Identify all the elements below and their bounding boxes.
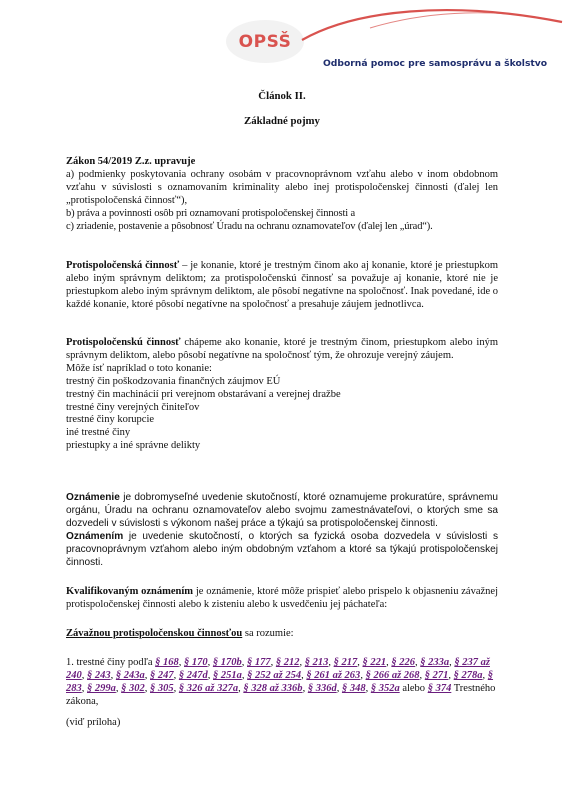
section-link[interactable]: § 278a [453, 669, 483, 681]
section-link[interactable]: § 243a [115, 669, 145, 681]
section-link[interactable]: § 283 [66, 669, 494, 694]
section-link[interactable]: § 302 [121, 682, 145, 694]
section-link[interactable]: § 177 [247, 657, 271, 668]
crimes-list: 1. trestné činy podľa § 168, § 170, § 170b, § 177, § 212, § 213, § 217, § 221, § 226, § 233a, § 237 až 240, § 243, § 243a, § 247, § 247d, § 251a, § 252 až 254, § 261 až 263, § 266 až 268, § 271, § 278a, § 283, § 299a, § 302, § 305, § 326 až 327a, § 328 až 336b, § 336d, § 348, § 352a alebo § 374 Trestného zákona, [66, 657, 496, 707]
section-link[interactable]: § 221 [362, 657, 387, 668]
law-item-a: a) podmienky poskytovania ochrany osobám v pracovnoprávnom vzťahu alebo v inom obdobnom vzťahu v súvislosti s oznamovaním kriminality alebo inej protispoločenskej činnosti (ďalej len „protispoločenská činnosť“), [66, 168, 498, 206]
term-kvalifikovane-oznamenie: Kvalifikovaným oznámením [66, 586, 194, 597]
oznamenim-text: je uvedenie skutočností, o ktorých sa fyzická osoba dozvedela v súvislosti s pracovnoprávnym vzťahom alebo iným obdobným vzťahom a ktoré sa týkajú protispoločenskej činnosti. [66, 530, 498, 568]
term-protispolocensku-cinnost: Protispoločenskú činnosť [66, 337, 181, 348]
section-link[interactable]: § 336d [307, 682, 337, 694]
section-link[interactable]: § 170 [184, 657, 208, 668]
section-link[interactable]: § 305 [150, 682, 174, 694]
section-link[interactable]: § 251a [213, 669, 242, 681]
example-item: trestné činy korupcie [66, 414, 155, 426]
article-number: Článok II. [258, 90, 306, 102]
term-zavazna-cinnost: Závažnou protispoločenskou činnosťou [66, 628, 243, 639]
section-link[interactable]: § 299a [87, 682, 116, 694]
article-heading: Základné pojmy [244, 115, 320, 127]
footnote: (viď príloha) [66, 717, 121, 728]
oznamenie-section [66, 492, 498, 569]
section-link[interactable]: § 348 [341, 682, 366, 694]
kvalifikovane-oznamenie-text: je oznámenie, ktoré môže prispieť alebo prispelo k objasneniu závažnej protispoločenskej činnosti alebo k zisteniu alebo k usvedčeniu jej páchateľa: [66, 586, 498, 610]
kvalifikovane-oznamenie-paragraph [66, 586, 498, 612]
examples-intro: Môže ísť napríklad o toto konanie: [66, 362, 212, 374]
section-link[interactable]: § 271 [424, 669, 449, 681]
opss-logo [226, 20, 304, 63]
protispolocensku-cinnost-section [66, 337, 498, 453]
example-item: priestupky a iné správne delikty [66, 440, 201, 452]
crimes-prefix: 1. trestné činy podľa [66, 657, 156, 668]
term-oznamenim: Oznámením [66, 530, 124, 542]
example-item: trestný čin machinácií pri verejnom obstarávaní a verejnej dražbe [66, 388, 341, 400]
tagline: Odborná pomoc pre samosprávu a školstvo [323, 58, 548, 69]
section-link[interactable]: § 247d [178, 669, 208, 681]
section-link[interactable]: § 374 [427, 682, 452, 694]
section-link[interactable]: § 213 [304, 657, 329, 668]
section-link[interactable]: § 261 až 263 [306, 669, 361, 681]
section-link[interactable]: § 237 až 240 [66, 657, 490, 681]
law-item-c: c) zriadenie, postavenie a pôsobnosť Úradu na ochranu oznamovateľov (ďalej len „úrad“). [66, 220, 433, 232]
protispolocenska-cinnost-text: – je konanie, ktoré je trestným činom ako aj konanie, ktoré je priestupkom alebo iným správnym deliktom; za protispoločenskú činnosť sa považuje aj konanie, ktoré nie je priestupkom alebo iným správnym deliktom, ale pôsobí negatívne na spoločnosť. Inak povedané, ide o každé konanie, ktoré pôsobí negatívne na spoločnosť a presahuje záujem jednotlivca. [66, 260, 498, 310]
section-link[interactable]: § 352a [370, 682, 400, 694]
example-item: trestný čin poškodzovania finančných záujmov EÚ [66, 375, 281, 387]
section-link[interactable]: § 168 [155, 657, 179, 668]
law-title: Zákon 54/2019 Z.z. upravuje [66, 156, 196, 167]
zavazna-cinnost-text: sa rozumie: [242, 628, 294, 639]
section-link[interactable]: § 247 [150, 669, 174, 681]
example-item: trestné činy verejných činiteľov [66, 401, 200, 413]
crimes-suffix: Trestného zákona, [66, 682, 496, 707]
oznamenie-text: je dobromyseľné uvedenie skutočností, ktoré oznamujeme prokuratúre, správnemu orgánu, Úradu na ochranu oznamovateľov alebo svojmu zamestnávateľovi, o ktorých sme sa dozvedeli v súvislosti s výkonom našej práce a týkajú sa protispoločenskej činnosti. [66, 492, 498, 529]
zavazna-cinnost-line [66, 628, 498, 641]
example-item: iné trestné činy [66, 427, 131, 439]
section-link[interactable]: § 233a [420, 657, 450, 668]
law-section [66, 156, 498, 233]
section-link[interactable]: § 326 až 327a [178, 682, 239, 694]
section-link[interactable]: § 170b [212, 657, 242, 668]
section-link[interactable]: § 217 [333, 657, 358, 668]
section-link[interactable]: § 252 až 254 [247, 669, 302, 681]
term-protispolocenska-cinnost: Protispoločenská činnosť [66, 260, 180, 271]
section-link[interactable]: § 243 [87, 669, 111, 681]
law-item-b: b) práva a povinnosti osôb pri oznamovaní protispoločenskej činnosti a [66, 207, 355, 219]
logo-swoosh-icon [300, 0, 565, 45]
protispolocenska-cinnost-paragraph [66, 260, 498, 312]
logo-text: OPSŠ [238, 31, 292, 52]
section-link[interactable]: § 328 až 336b [243, 682, 303, 694]
section-link[interactable]: § 212 [275, 657, 300, 668]
section-link[interactable]: § 226 [391, 657, 415, 668]
protispolocensku-cinnost-text: chápeme ako konanie, ktoré je trestným činom, priestupkom alebo iným správnym deliktom, alebo pôsobí negatívne na spoločnosť tým, že ohrozuje verejný záujem. [66, 337, 498, 361]
section-link[interactable]: § 266 až 268 [365, 669, 420, 681]
term-oznamenie: Oznámenie [66, 492, 120, 503]
